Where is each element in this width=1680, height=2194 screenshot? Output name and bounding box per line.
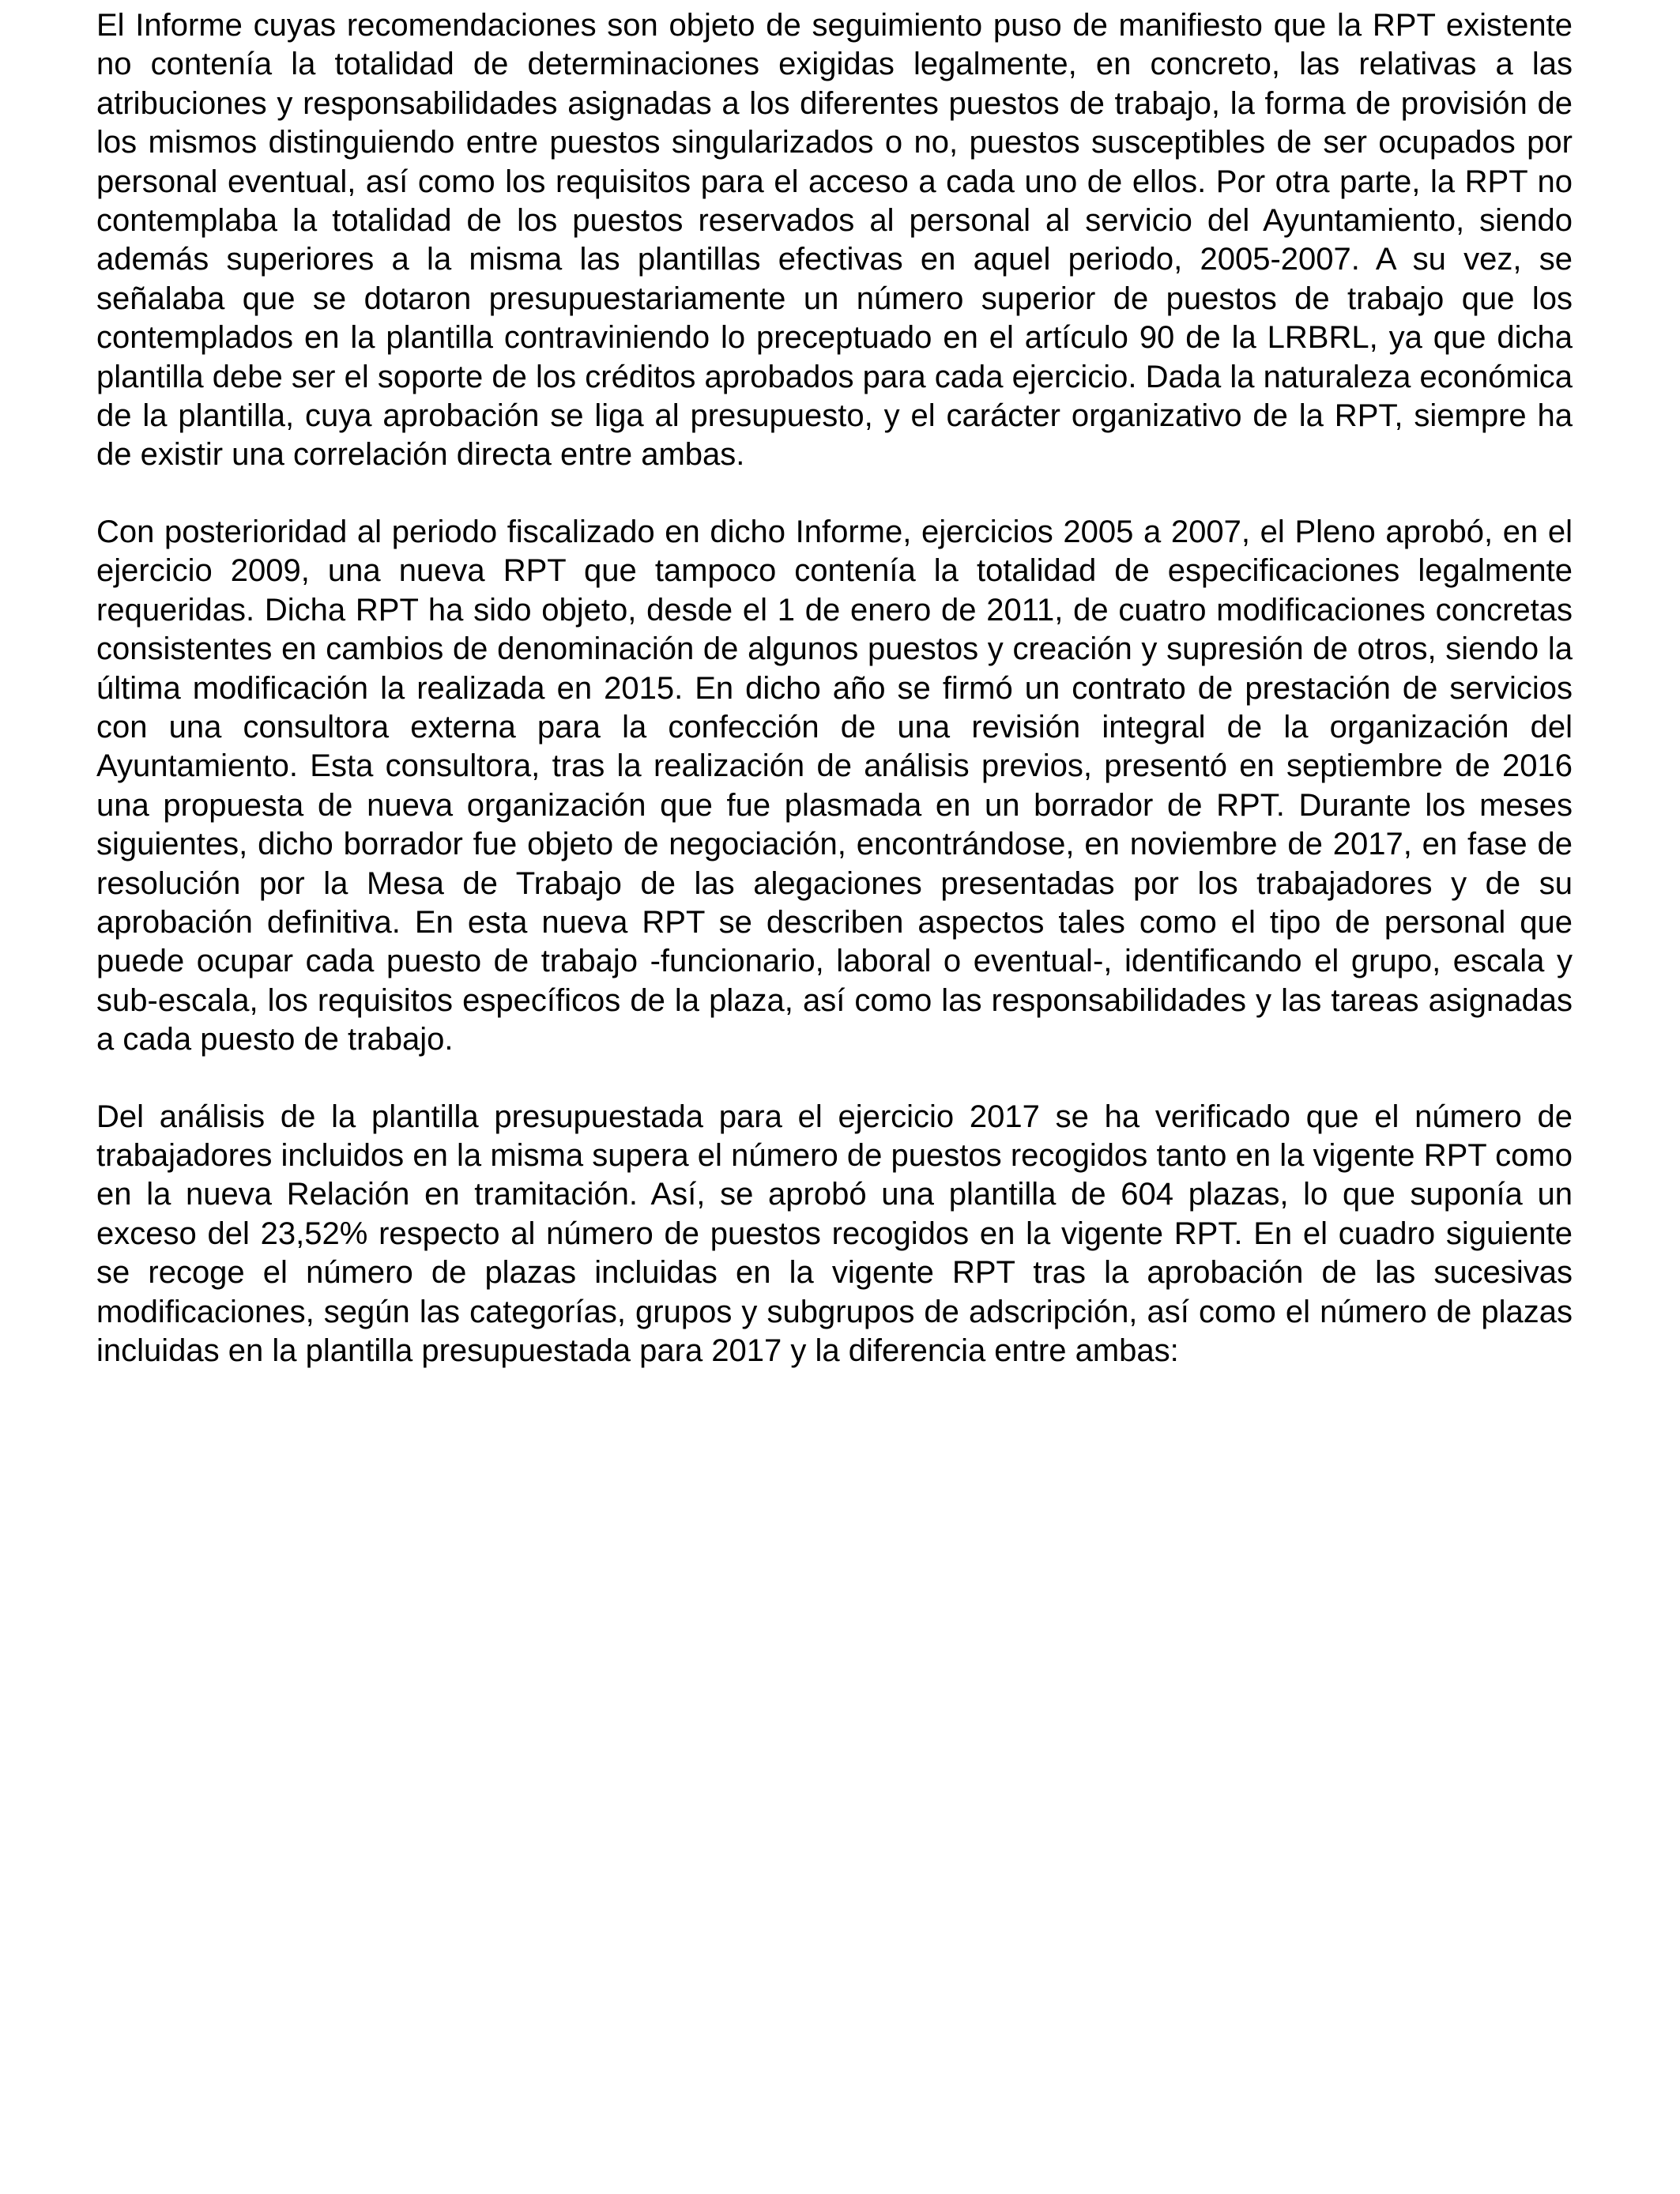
document-page [96,6,1573,1408]
paragraph-nueva-rpt: Con posterioridad al periodo fiscalizado en dicho Informe, ejercicios 2005 a 2007, el Pleno aprobó, en el ejercicio 2009, una nueva RPT que tampoco contenía la totalidad de especificaciones legalmente requeridas. Dicha RPT ha sido objeto, desde el 1 de enero de 2011, de cuatro modificaciones concretas consistentes en cambios de denominación de algunos puestos y creación y supresión de otros, siendo la última modificación la realizada en 2015. En dicho año se firmó un contrato de prestación de servicios con una consultora externa para la confección de una revisión integral de la organización del Ayuntamiento. Esta consultora, tras la realización de análisis previos, presentó en septiembre de 2016 una propuesta de nueva organización que fue plasmada en un borrador de RPT. Durante los meses siguientes, dicho borrador fue objeto de negociación, encontrándose, en noviembre de 2017, en fase de resolución por la Mesa de Trabajo de las alegaciones presentadas por los trabajadores y de su aprobación definitiva. En esta nueva RPT se describen aspectos tales como el tipo de personal que puede ocupar cada puesto de trabajo -funcionario, laboral o eventual-, identificando el grupo, escala y sub-escala, los requisitos específicos de la plaza, así como las responsabilidades y las tareas asignadas a cada puesto de trabajo. [96,514,1573,1057]
paragraph-plantilla-2017: Del análisis de la plantilla presupuestada para el ejercicio 2017 se ha verificado que el número de trabajadores incluidos en la misma supera el número de puestos recogidos tanto en la vigente RPT como en la nueva Relación en tramitación. Así, se aprobó una plantilla de 604 plazas, lo que suponía un exceso del 23,52% respecto al número de puestos recogidos en la vigente RPT. En el cuadro siguiente se recoge el número de plazas incluidas en la vigente RPT tras la aprobación de las sucesivas modificaciones, según las categorías, grupos y subgrupos de adscripción, así como el número de plazas incluidas en la plantilla presupuestada para 2017 y la diferencia entre ambas: [96,1099,1573,1368]
paragraph-informe-recomendaciones: El Informe cuyas recomendaciones son objeto de seguimiento puso de manifiesto que la RPT existente no contenía la totalidad de determinaciones exigidas legalmente, en concreto, las relativas a las atribuciones y responsabilidades asignadas a los diferentes puestos de trabajo, la forma de provisión de los mismos distinguiendo entre puestos singularizados o no, puestos susceptibles de ser ocupados por personal eventual, así como los requisitos para el acceso a cada uno de ellos. Por otra parte, la RPT no contemplaba la totalidad de los puestos reservados al personal al servicio del Ayuntamiento, siendo además superiores a la misma las plantillas efectivas en aquel periodo, 2005-2007. A su vez, se señalaba que se dotaron presupuestariamente un número superior de puestos de trabajo que los contemplados en la plantilla contraviniendo lo preceptuado en el artículo 90 de la LRBRL, ya que dicha plantilla debe ser el soporte de los créditos aprobados para cada ejercicio. Dada la naturaleza económica de la plantilla, cuya aprobación se liga al presupuesto, y el carácter organizativo de la RPT, siempre ha de existir una correlación directa entre ambas. [96,8,1573,473]
